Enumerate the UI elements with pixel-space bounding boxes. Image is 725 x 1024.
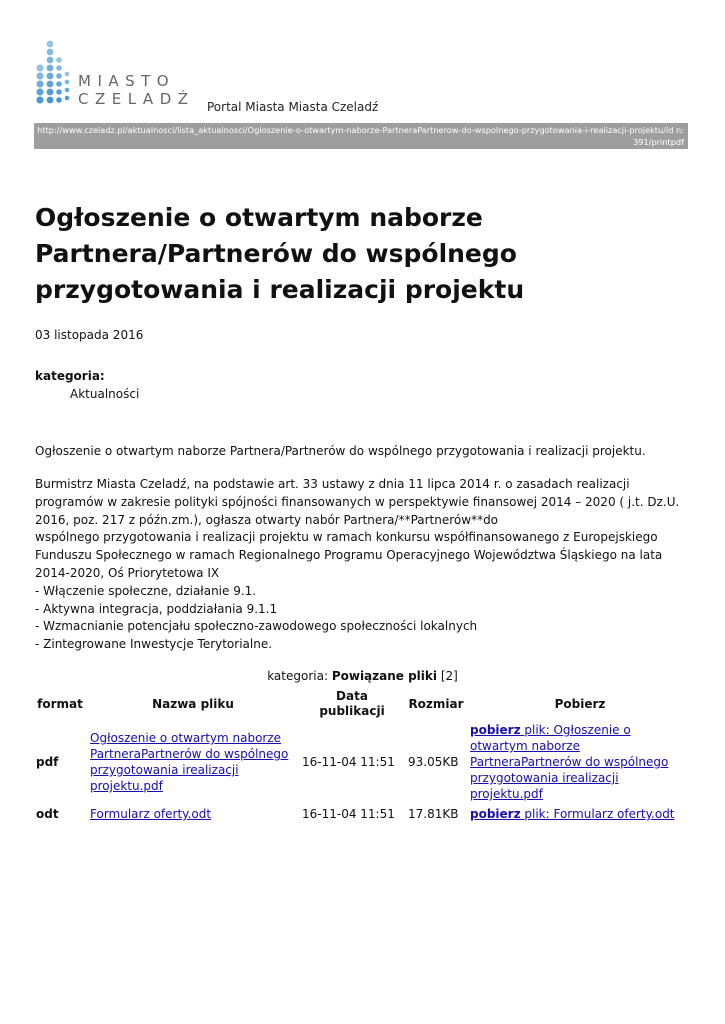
logo-dot	[65, 72, 70, 77]
download-link[interactable]	[470, 807, 675, 821]
files-caption-prefix: kategoria:	[267, 669, 332, 683]
logo-text-czeladz: CZELADŹ	[78, 90, 195, 108]
col-header-size: Rozmiar	[408, 696, 464, 711]
page-url-bar: http://www.czeladz.pl/aktualnosci/lista_aktualnosci/Ogloszenie-o-otwartym-naborze-PartneraPartnerow-do-wspolnego-przygotowania-i-realizacji-projektu/id n:391/printpdf	[34, 123, 688, 149]
body-line: Burmistrz Miasta Czeladź, na podstawie art. 33 ustawy z dnia 11 lipca 2014 r. o zasadach realizacji	[35, 477, 630, 491]
logo-dot	[47, 97, 54, 104]
logo-dot	[56, 89, 62, 95]
file-size: 93.05KB	[408, 755, 459, 769]
col-header-date-line2: publikacji	[319, 704, 385, 718]
logo-dot	[47, 49, 54, 56]
files-caption-title: Powiązane pliki	[331, 669, 437, 683]
col-header-date	[299, 688, 405, 720]
files-table	[33, 688, 693, 824]
logo-dot	[47, 89, 54, 96]
file-name-link[interactable]: Ogłoszenie o otwartym naborze PartneraPartnerów do wspólnego przygotowania irealizacji projektu.pdf	[90, 731, 289, 793]
files-caption-count: [2]	[437, 669, 458, 683]
body-line: 2014-2020, Oś Priorytetowa IX	[35, 565, 220, 580]
logo-dot	[36, 96, 43, 103]
col-header-date-line1: Data	[336, 689, 368, 703]
download-link-bold: pobierz	[470, 807, 521, 821]
logo-dot	[65, 96, 70, 101]
article-date: 03 listopada 2016	[35, 328, 144, 342]
file-size: 17.81KB	[408, 807, 459, 821]
file-name-link[interactable]: Formularz oferty.odt	[90, 807, 212, 821]
col-header-name: Nazwa pliku	[152, 696, 234, 711]
body-line: - Włączenie społeczne, działanie 9.1.	[35, 583, 257, 598]
files-caption	[0, 669, 725, 683]
article-intro: Ogłoszenie o otwartym naborze Partnera/Partnerów do wspólnego przygotowania i realizacji projektu.	[35, 444, 646, 458]
logo-dot	[56, 97, 62, 103]
logo-dot	[36, 88, 43, 95]
download-link-text: plik: Formularz oferty.odt	[520, 807, 675, 821]
body-line: 2016, poz. 217 z późn.zm.), ogłasza otwarty nabór Partnera/**Partnerów**do	[35, 512, 499, 527]
logo-dot	[56, 57, 62, 63]
body-line: wspólnego przygotowania i realizacji projektu w ramach konkursu współfinansowanego z Europejskiego	[35, 530, 658, 545]
category-label: kategoria:	[35, 369, 105, 383]
logo-dot	[56, 65, 62, 71]
table-row	[33, 804, 693, 824]
col-header-format: format	[37, 696, 83, 711]
portal-name: Portal Miasta Miasta Czeladź	[207, 100, 379, 114]
logo-dot	[56, 81, 62, 87]
file-date: 16-11-04 11:51	[302, 807, 395, 821]
file-format: odt	[36, 807, 59, 821]
logo-dot	[65, 80, 70, 85]
body-line: programów w zakresie polityki spójności finansowanych w perspektywie finansowej 2014 – 2020 ( j.t. Dz.U.	[35, 494, 680, 509]
logo-dot	[36, 64, 43, 71]
file-date: 16-11-04 11:51	[302, 755, 395, 769]
download-link-text: plik: Ogłoszenie o otwartym naborze PartneraPartnerów do wspólnego przygotowania irealizacji projektu.pdf	[470, 723, 669, 801]
logo-dot	[65, 88, 70, 93]
category-value: Aktualności	[70, 387, 140, 401]
files-table-header-row	[33, 688, 693, 720]
download-link[interactable]	[470, 723, 668, 801]
logo-dot	[47, 81, 54, 88]
logo-dot	[47, 57, 54, 64]
logo-dot	[56, 73, 62, 79]
page-header	[34, 38, 694, 118]
article-title: Ogłoszenie o otwartym naborze Partnera/Partnerów do wspólnego przygotowania i realizacji projektu	[35, 203, 525, 304]
city-logo	[34, 38, 204, 110]
body-line: Funduszu Społecznego w ramach Regionalnego Programu Operacyjnego Województwa Śląskiego na lata	[35, 548, 663, 563]
dots-logo-icon	[34, 38, 76, 110]
article-body	[35, 476, 695, 654]
logo-dot	[47, 65, 54, 72]
logo-dot	[47, 41, 54, 48]
logo-dot	[36, 80, 43, 87]
col-header-download: Pobierz	[554, 696, 606, 711]
file-format: pdf	[36, 755, 59, 769]
logo-dot	[47, 73, 54, 80]
table-row	[33, 720, 693, 804]
download-link-bold: pobierz	[470, 723, 521, 737]
logo-dot	[36, 72, 43, 79]
body-line: - Zintegrowane Inwestycje Terytorialne.	[35, 637, 273, 652]
body-line: - Wzmacnianie potencjału społeczno-zawodowego społeczności lokalnych	[35, 619, 478, 634]
body-line: - Aktywna integracja, poddziałania 9.1.1	[35, 601, 278, 616]
logo-text-miasto: MIASTO	[78, 72, 176, 90]
